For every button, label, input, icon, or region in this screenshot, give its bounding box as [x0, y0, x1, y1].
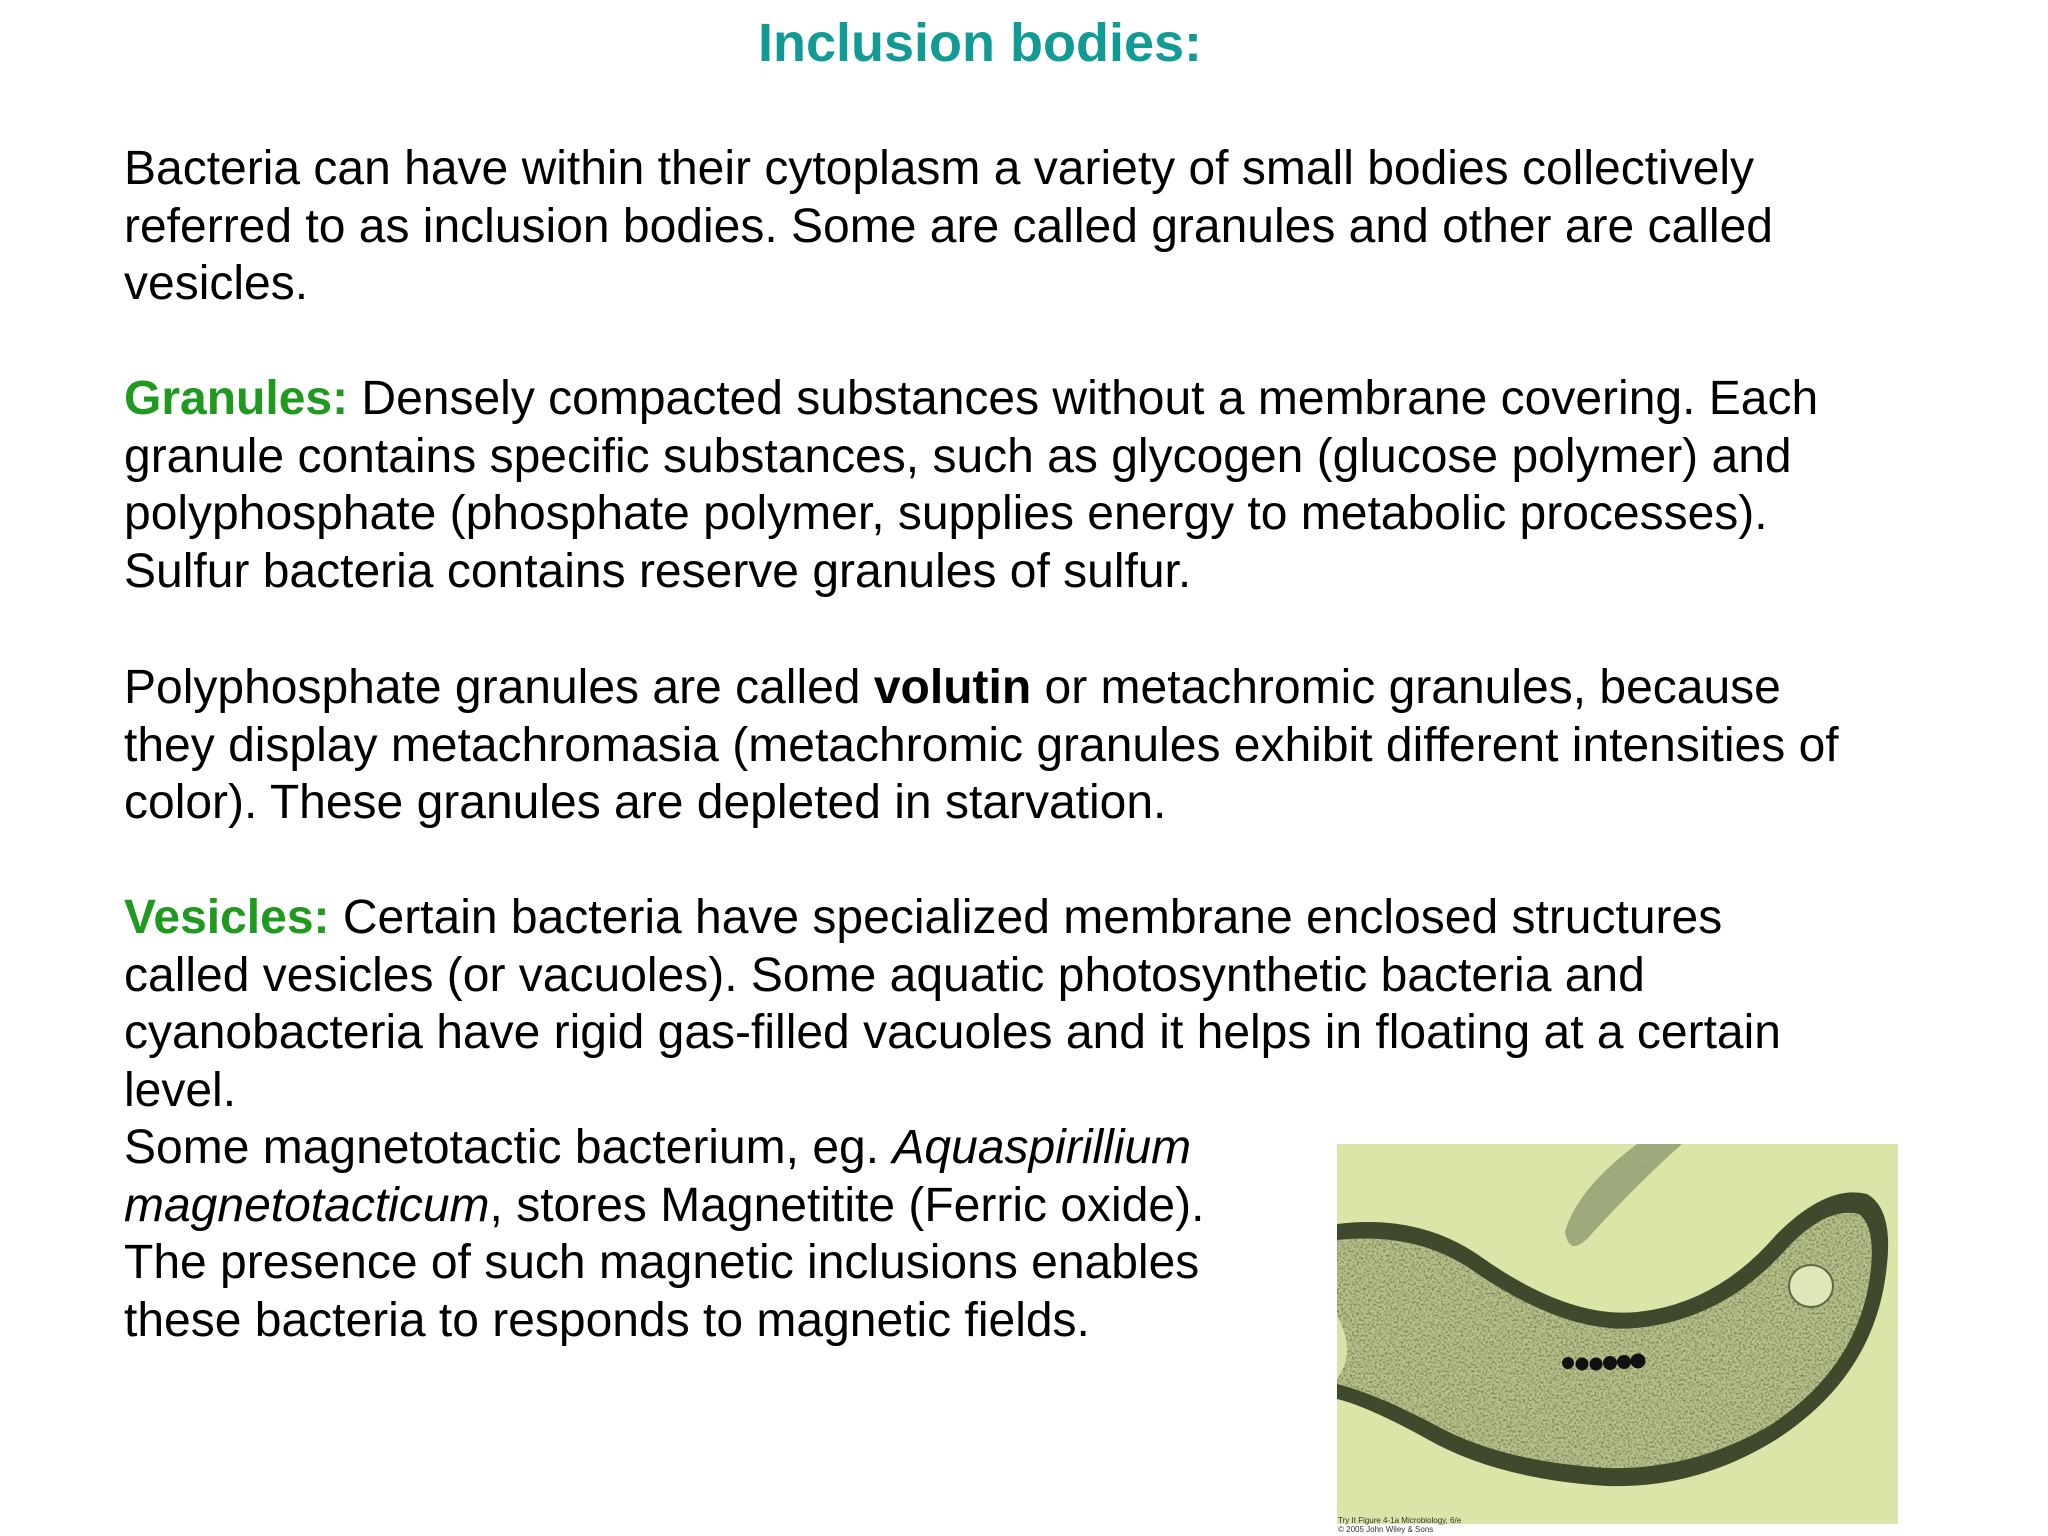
magnetotactic-text: , stores Magnetitite (Ferric oxide). — [489, 1178, 1205, 1232]
vesicles-line: called vesicles (or vacuoles). Some aquatic photosynthetic bacteria and — [124, 948, 1645, 1002]
granules-paragraph — [124, 370, 1818, 600]
magnetotactic-second-line — [124, 1177, 1204, 1235]
species-epithet: magnetotacticum — [124, 1178, 490, 1232]
figure-credit-line: Try It Figure 4-1a Microbiology, 6/e — [1338, 1516, 1462, 1525]
vesicles-paragraph — [124, 889, 1781, 1119]
vesicles-line: level. — [124, 1063, 237, 1117]
bacterium-micrograph — [1337, 1144, 1898, 1524]
granules-label: Granules: — [124, 372, 349, 425]
granules-line: granule contains specific substances, such as glycogen (glucose polymer) and — [124, 429, 1792, 483]
vesicles-label: Vesicles: — [124, 891, 330, 944]
intro-line: Bacteria can have within their cytoplasm a variety of small bodies collectively — [124, 142, 1755, 195]
vesicles-first-line — [124, 889, 1781, 947]
magnetotactic-text: Some magnetotactic bacterium, eg. — [124, 1121, 893, 1174]
granules-first-line — [124, 370, 1818, 428]
intro-line: vesicles. — [124, 257, 309, 310]
volutin-paragraph — [124, 659, 1839, 832]
intro-paragraph — [124, 140, 1773, 313]
volutin-text: or metachromic granules, because — [1031, 661, 1781, 714]
vesicles-text: Certain bacteria have specialized membrane enclosed structures — [329, 891, 1723, 944]
magnetotactic-line: these bacteria to responds to magnetic fields. — [124, 1293, 1090, 1347]
figure-credit-line: © 2005 John Wiley & Sons — [1338, 1525, 1434, 1534]
volutin-term: volutin — [873, 661, 1032, 714]
species-genus: Aquaspirillium — [892, 1121, 1192, 1174]
volutin-text: Polyphosphate granules are called — [124, 661, 874, 714]
granules-line: Sulfur bacteria contains reserve granules of sulfur. — [124, 544, 1192, 598]
intro-line: referred to as inclusion bodies. Some are called granules and other are called — [124, 199, 1773, 253]
volutin-first-line — [124, 659, 1839, 717]
magnetotactic-line: The presence of such magnetic inclusions enables — [124, 1236, 1200, 1289]
granules-line: polyphosphate (phosphate polymer, supplies energy to metabolic processes). — [124, 487, 1768, 540]
volutin-line: they display metachromasia (metachromic granules exhibit different intensities of — [124, 718, 1839, 772]
volutin-line: color). These granules are depleted in starvation. — [124, 776, 1167, 829]
magnetotactic-first-line — [124, 1119, 1204, 1177]
figure-credit — [1338, 1516, 1461, 1534]
vesicles-line: cyanobacteria have rigid gas-filled vacuoles and it helps in floating at a certain — [124, 1006, 1781, 1059]
slide-title: Inclusion bodies: — [757, 13, 1203, 73]
granules-text: Densely compacted substances without a membrane covering. Each — [348, 372, 1819, 425]
magnetotactic-paragraph — [124, 1119, 1204, 1349]
